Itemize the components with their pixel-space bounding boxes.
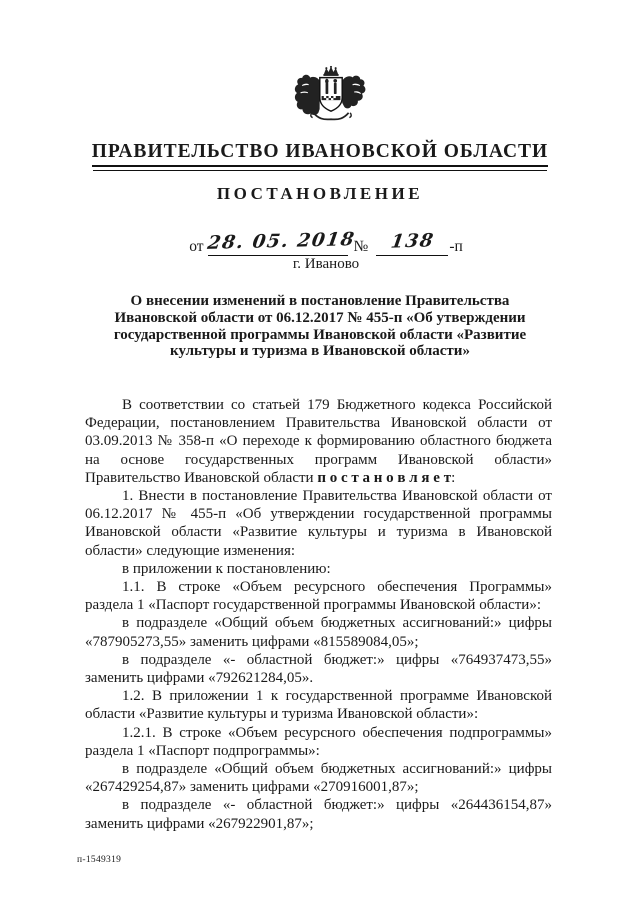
date-prefix-label: от <box>189 238 204 255</box>
paragraph: в подразделе «- областной бюджет:» цифры «764937473,55» заменить цифрами «792621284,05». <box>85 651 552 687</box>
coat-of-arms-ivanovo-icon <box>291 64 371 128</box>
decree-word: п о с т а н о в л я е т <box>317 469 452 486</box>
paragraph: в подразделе «Общий объем бюджетных ассигнований:» цифры «787905273,55» заменить цифрами «815589084,05»; <box>85 615 552 650</box>
paragraph: в подразделе «Общий объем бюджетных ассигнований:» цифры «267429254,87» заменить цифрами «270916001,87»; <box>85 761 552 796</box>
footer-doc-code: п-1549319 <box>77 855 122 865</box>
paragraph: 1. Внести в постановление Правительства Ивановской области от 06.12.2017 № 455-п «Об утверждении государственной программы Ивановской области «Развитие культуры и туризма в Ивановской области» следующие изменения: <box>85 488 552 559</box>
org-name-heading <box>0 141 640 167</box>
decree-paragraph-lead: В соответствии со статьей 179 Бюджетного кодекса Российской Федерации, постановлением Правительства Ивановской области от 03.09.2013 № 358-п «О переходе к формированию областного бюджета на основе государственных программ Ивановской области» Правительство Ивановской области <box>85 397 552 486</box>
decree-paragraph <box>85 396 552 487</box>
decree-paragraph-tail: : <box>451 469 456 486</box>
paragraph: 1.1. В строке «Объем ресурсного обеспечения Программы» раздела 1 «Паспорт государственной программы Ивановской области»: <box>85 579 552 614</box>
number-suffix-label: -п <box>449 238 463 255</box>
paragraph: в подразделе «- областной бюджет:» цифры «264436154,87» заменить цифрами «267922901,87»; <box>85 797 552 832</box>
number-handwritten-value: 138 <box>389 230 436 253</box>
city-label: г. Иваново <box>292 256 360 272</box>
number-sign-label: № <box>353 238 369 255</box>
org-name-text: ПРАВИТЕЛЬСТВО ИВАНОВСКОЙ ОБЛАСТИ <box>92 141 548 167</box>
number-blank <box>376 230 448 256</box>
doc-title: О внесении изменений в постановление Правительства Ивановской области от 06.12.2017 № 455-п «Об утверждении государственной программы Ивановской области «Развитие культуры и туризма в Ивановской области» <box>113 293 527 360</box>
date-blank <box>205 229 357 256</box>
doc-type-heading: ПОСТАНОВЛЕНИЕ <box>216 184 424 203</box>
body-text <box>85 396 552 833</box>
paragraph: 1.2. В приложении 1 к государственной программе Ивановской области «Развитие культуры и туризма Ивановской области»: <box>85 688 552 723</box>
paragraph: 1.2.1. В строке «Объем ресурсного обеспечения подпрограммы» раздела 1 «Паспорт подпрограммы»: <box>85 724 552 759</box>
date-handwritten-value: 28. 05. 2018 <box>205 229 357 254</box>
date-line <box>0 229 640 256</box>
paragraph: в приложении к постановлению: <box>122 560 331 577</box>
